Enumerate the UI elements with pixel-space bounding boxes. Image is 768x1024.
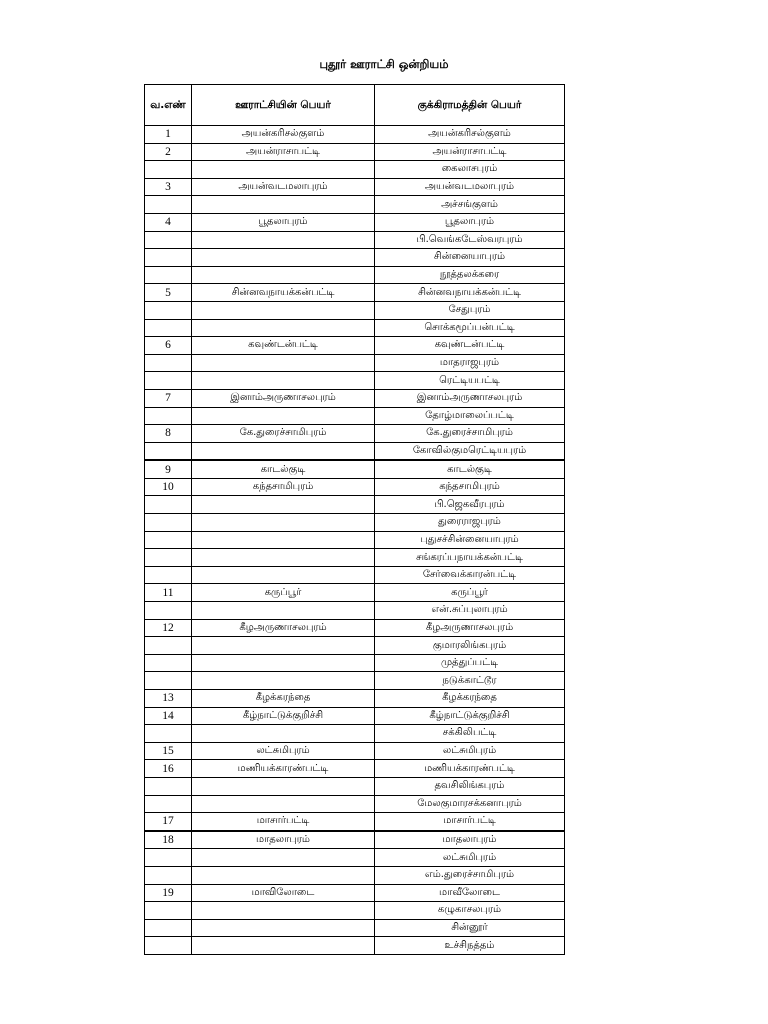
panchayat-name-cell xyxy=(192,902,375,920)
table-row xyxy=(145,866,565,884)
table-row xyxy=(145,707,565,725)
serial-no-cell xyxy=(145,654,192,672)
panchayat-name-cell xyxy=(192,919,375,937)
serial-no-cell: 10 xyxy=(145,478,192,496)
hamlet-name-cell: அச்சங்குளம் xyxy=(375,196,565,214)
serial-no-cell xyxy=(145,566,192,584)
serial-no-cell xyxy=(145,514,192,532)
table-row xyxy=(145,354,565,372)
table-row xyxy=(145,619,565,637)
hamlet-name-cell: அயன்ராசாபட்டி xyxy=(375,143,565,161)
table-row xyxy=(145,849,565,867)
hamlet-name-cell: கருப்பூர் xyxy=(375,584,565,602)
panchayat-name-cell xyxy=(192,249,375,267)
hamlet-name-cell: பூதலாபுரம் xyxy=(375,213,565,231)
panchayat-name-cell xyxy=(192,196,375,214)
table-row xyxy=(145,231,565,249)
serial-no-cell: 6 xyxy=(145,337,192,355)
table-row xyxy=(145,319,565,337)
table-row xyxy=(145,531,565,549)
table-header-row xyxy=(145,85,565,126)
panchayat-name-cell xyxy=(192,372,375,390)
table-row xyxy=(145,654,565,672)
serial-no-cell xyxy=(145,849,192,867)
serial-no-cell: 2 xyxy=(145,143,192,161)
serial-no-cell xyxy=(145,919,192,937)
panchayat-name-cell: கே.துரைச்சாமிபுரம் xyxy=(192,425,375,443)
serial-no-cell xyxy=(145,602,192,620)
table-row xyxy=(145,407,565,425)
panchayat-name-cell: காடல்குடி xyxy=(192,460,375,478)
table-row xyxy=(145,372,565,390)
serial-no-cell: 17 xyxy=(145,813,192,831)
panchayat-name-cell xyxy=(192,496,375,514)
serial-no-cell xyxy=(145,866,192,884)
panchayat-name-cell: மணியக்காரண்பட்டி xyxy=(192,760,375,778)
serial-no-cell xyxy=(145,937,192,955)
panchayat-name-cell xyxy=(192,319,375,337)
table-row xyxy=(145,884,565,902)
header-panchayat-name: ஊராட்சியின் பெயர் xyxy=(192,85,375,126)
serial-no-cell: 5 xyxy=(145,284,192,302)
serial-no-cell xyxy=(145,196,192,214)
serial-no-cell: 15 xyxy=(145,742,192,760)
serial-no-cell xyxy=(145,902,192,920)
table-row xyxy=(145,813,565,831)
table-body xyxy=(145,126,565,955)
panchayat-name-cell xyxy=(192,849,375,867)
serial-no-cell xyxy=(145,637,192,655)
table-row xyxy=(145,672,565,690)
panchayat-name-cell: அயன்கரிசல்குளம் xyxy=(192,126,375,144)
serial-no-cell: 14 xyxy=(145,707,192,725)
table-row xyxy=(145,919,565,937)
panchayat-name-cell xyxy=(192,354,375,372)
serial-no-cell xyxy=(145,549,192,567)
panchayat-name-cell: பூதலாபுரம் xyxy=(192,213,375,231)
serial-no-cell: 16 xyxy=(145,760,192,778)
panchayat-name-cell: கருப்பூர் xyxy=(192,584,375,602)
panchayat-name-cell xyxy=(192,301,375,319)
hamlet-name-cell: முத்துப்பட்டி xyxy=(375,654,565,672)
header-hamlet-name: குக்கிராமத்தின் பெயர் xyxy=(375,85,565,126)
serial-no-cell: 7 xyxy=(145,389,192,407)
table-row xyxy=(145,795,565,813)
panchayat-name-cell xyxy=(192,654,375,672)
table-row xyxy=(145,760,565,778)
table-row xyxy=(145,496,565,514)
table-row xyxy=(145,777,565,795)
panchayat-name-cell xyxy=(192,672,375,690)
table-row xyxy=(145,266,565,284)
table-row xyxy=(145,584,565,602)
hamlet-name-cell: கீழஅருணாசலபுரம் xyxy=(375,619,565,637)
table-row xyxy=(145,637,565,655)
panchayat-name-cell xyxy=(192,514,375,532)
panchayat-name-cell: கந்தசாமிபுரம் xyxy=(192,478,375,496)
hamlet-name-cell: கீழக்கரந்தை xyxy=(375,690,565,708)
table-row xyxy=(145,514,565,532)
hamlet-name-cell: இனாம்அருணாசலபுரம் xyxy=(375,389,565,407)
table-row xyxy=(145,425,565,443)
panchayat-name-cell: மாவிலோடை xyxy=(192,884,375,902)
hamlet-name-cell: தவசிலிங்கபுரம் xyxy=(375,777,565,795)
hamlet-name-cell: ரெட்டியபட்டி xyxy=(375,372,565,390)
panchayat-name-cell: லட்சுமிபுரம் xyxy=(192,742,375,760)
panchayat-name-cell xyxy=(192,407,375,425)
page-title: புதூர் ஊராட்சி ஒன்றியம் xyxy=(319,57,449,71)
panchayat-name-cell xyxy=(192,566,375,584)
panchayat-name-cell xyxy=(192,637,375,655)
serial-no-cell xyxy=(145,354,192,372)
serial-no-cell: 4 xyxy=(145,213,192,231)
serial-no-cell xyxy=(145,496,192,514)
hamlet-name-cell: கோவில்குமரெட்டியபுரம் xyxy=(375,442,565,460)
serial-no-cell: 11 xyxy=(145,584,192,602)
hamlet-name-cell: கைலாசபுரம் xyxy=(375,161,565,179)
panchayat-name-cell xyxy=(192,795,375,813)
hamlet-name-cell: மேலகுமாரசக்கனாபுரம் xyxy=(375,795,565,813)
table-row xyxy=(145,442,565,460)
hamlet-name-cell: கே.துரைச்சாமிபுரம் xyxy=(375,425,565,443)
table-row xyxy=(145,161,565,179)
table-row xyxy=(145,178,565,196)
hamlet-name-cell: கீழ்நாட்டுக்குறிச்சி xyxy=(375,707,565,725)
hamlet-name-cell: சின்னவநாயக்கன்பட்டி xyxy=(375,284,565,302)
panchayat-name-cell: மாசார்பட்டி xyxy=(192,813,375,831)
table-row xyxy=(145,549,565,567)
serial-no-cell xyxy=(145,777,192,795)
panchayat-name-cell xyxy=(192,442,375,460)
serial-no-cell xyxy=(145,795,192,813)
hamlet-name-cell: மாதலாபுரம் xyxy=(375,831,565,849)
panchayat-name-cell xyxy=(192,777,375,795)
panchayat-name-cell: கவுண்டன்பட்டி xyxy=(192,337,375,355)
hamlet-name-cell: சங்கரப்பநாயக்கன்பட்டி xyxy=(375,549,565,567)
serial-no-cell: 1 xyxy=(145,126,192,144)
table-row xyxy=(145,690,565,708)
hamlet-name-cell: என்.சுப்புலாபுரம் xyxy=(375,602,565,620)
panchayat-name-cell: அயன்வடமலாபுரம் xyxy=(192,178,375,196)
serial-no-cell: 3 xyxy=(145,178,192,196)
hamlet-name-cell: சின்னையாபுரம் xyxy=(375,249,565,267)
table-row xyxy=(145,902,565,920)
serial-no-cell xyxy=(145,407,192,425)
hamlet-name-cell: சின்னூர் xyxy=(375,919,565,937)
serial-no-cell: 8 xyxy=(145,425,192,443)
panchayat-name-cell: மாதலாபுரம் xyxy=(192,831,375,849)
hamlet-name-cell: கந்தசாமிபுரம் xyxy=(375,478,565,496)
panchayat-name-cell xyxy=(192,266,375,284)
table-row xyxy=(145,742,565,760)
serial-no-cell xyxy=(145,442,192,460)
serial-no-cell xyxy=(145,231,192,249)
table-row xyxy=(145,831,565,849)
serial-no-cell xyxy=(145,249,192,267)
hamlet-name-cell: துரைராஜபுரம் xyxy=(375,514,565,532)
panchayat-name-cell xyxy=(192,161,375,179)
panchayat-name-cell xyxy=(192,549,375,567)
panchayat-name-cell xyxy=(192,231,375,249)
panchayat-name-cell: கீழஅருணாசலபுரம் xyxy=(192,619,375,637)
panchayat-name-cell xyxy=(192,602,375,620)
table-row xyxy=(145,249,565,267)
table-row xyxy=(145,196,565,214)
hamlet-name-cell: மாதராஜபுரம் xyxy=(375,354,565,372)
serial-no-cell xyxy=(145,301,192,319)
hamlet-name-cell: காடல்குடி xyxy=(375,460,565,478)
hamlet-name-cell: சொக்கமூப்பன்பட்டி xyxy=(375,319,565,337)
table-row xyxy=(145,301,565,319)
hamlet-name-cell: மணியக்காரண்பட்டி xyxy=(375,760,565,778)
serial-no-cell xyxy=(145,531,192,549)
serial-no-cell xyxy=(145,161,192,179)
serial-no-cell: 18 xyxy=(145,831,192,849)
hamlet-name-cell: நூத்தலக்கரை xyxy=(375,266,565,284)
serial-no-cell: 12 xyxy=(145,619,192,637)
panchayat-name-cell: இனாம்அருணாசலபுரம் xyxy=(192,389,375,407)
hamlet-name-cell: சேதுபுரம் xyxy=(375,301,565,319)
serial-no-cell: 19 xyxy=(145,884,192,902)
serial-no-cell xyxy=(145,672,192,690)
table-row xyxy=(145,478,565,496)
hamlet-name-cell: குமாரலிங்கபுரம் xyxy=(375,637,565,655)
hamlet-name-cell: தோழ்மாலைப்பட்டி xyxy=(375,407,565,425)
panchayat-name-cell: அயன்ராசாபட்டி xyxy=(192,143,375,161)
panchayat-table xyxy=(144,84,565,955)
hamlet-name-cell: சக்கிலிபட்டி xyxy=(375,725,565,743)
hamlet-name-cell: மாசார்பட்டி xyxy=(375,813,565,831)
table-row xyxy=(145,389,565,407)
panchayat-name-cell xyxy=(192,531,375,549)
hamlet-name-cell: கவுண்டன்பட்டி xyxy=(375,337,565,355)
hamlet-name-cell: அயன்கரிசல்குளம் xyxy=(375,126,565,144)
hamlet-name-cell: கழுகாசலபுரம் xyxy=(375,902,565,920)
panchayat-name-cell xyxy=(192,937,375,955)
hamlet-name-cell: பி.வெங்கடேஸ்வரபுரம் xyxy=(375,231,565,249)
hamlet-name-cell: லட்சுமிபுரம் xyxy=(375,742,565,760)
table-row xyxy=(145,460,565,478)
hamlet-name-cell: லட்சுமிபுரம் xyxy=(375,849,565,867)
hamlet-name-cell: அயன்வடமலாபுரம் xyxy=(375,178,565,196)
panchayat-name-cell: சின்னவநாயக்கன்பட்டி xyxy=(192,284,375,302)
table-row xyxy=(145,602,565,620)
hamlet-name-cell: மாவீலோடை xyxy=(375,884,565,902)
serial-no-cell xyxy=(145,319,192,337)
panchayat-name-cell: கீழக்கரந்தை xyxy=(192,690,375,708)
hamlet-name-cell: பி.ஜெகவீரபுரம் xyxy=(375,496,565,514)
serial-no-cell xyxy=(145,266,192,284)
table-row xyxy=(145,143,565,161)
hamlet-name-cell: உச்சிநத்தம் xyxy=(375,937,565,955)
table-row xyxy=(145,126,565,144)
hamlet-name-cell: எம்.துரைச்சாமிபுரம் xyxy=(375,866,565,884)
hamlet-name-cell: நடுக்காட்டூர xyxy=(375,672,565,690)
table-row xyxy=(145,566,565,584)
table-row xyxy=(145,725,565,743)
header-serial-no: வ.எண் xyxy=(145,85,192,126)
table-row xyxy=(145,284,565,302)
hamlet-name-cell: சேர்வைக்காரன்பட்டி xyxy=(375,566,565,584)
hamlet-name-cell: புதுசச்சின்னையாபுரம் xyxy=(375,531,565,549)
table-row xyxy=(145,213,565,231)
panchayat-name-cell xyxy=(192,725,375,743)
panchayat-name-cell: கீழ்நாட்டுக்குறிச்சி xyxy=(192,707,375,725)
serial-no-cell: 9 xyxy=(145,460,192,478)
serial-no-cell xyxy=(145,725,192,743)
table-row xyxy=(145,337,565,355)
serial-no-cell: 13 xyxy=(145,690,192,708)
serial-no-cell xyxy=(145,372,192,390)
table-row xyxy=(145,937,565,955)
panchayat-name-cell xyxy=(192,866,375,884)
